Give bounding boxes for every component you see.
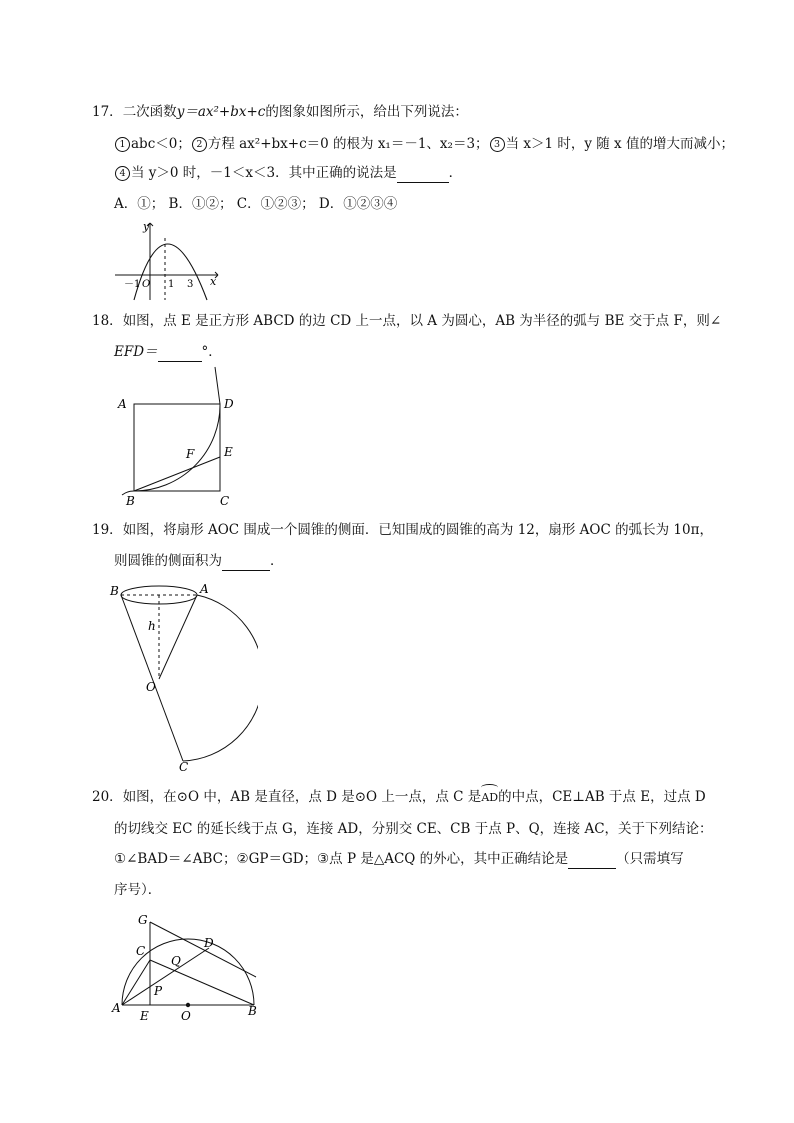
q20-text-2: 的切线交 EC 的延长线于点 G，连接 AD，分别交 CE、CB 于点 P、Q，连接 AC，关于下列结论： xyxy=(114,821,713,837)
circled-3-icon: 3 xyxy=(490,137,505,152)
q19-number: 19． xyxy=(92,522,123,538)
segment-be xyxy=(134,457,220,491)
q17-options xyxy=(114,195,397,213)
circled-1-icon: 1 xyxy=(115,137,130,152)
label-3: 3 xyxy=(187,279,194,290)
label-a: A xyxy=(200,582,209,596)
q17-line2 xyxy=(114,135,734,153)
arc-ad-symbol xyxy=(481,789,498,807)
q17-period: ． xyxy=(448,165,463,181)
option-b: B．①②； xyxy=(168,196,233,212)
q19-end: ． xyxy=(270,553,284,569)
q20-text-3b: （只需填写 xyxy=(616,851,684,867)
option-c: C．①②③； xyxy=(236,196,315,212)
square-figure xyxy=(112,365,247,510)
label-origin: O xyxy=(142,279,151,290)
q20-text-1b: 的中点，CE⊥AB 于点 E，过点 D xyxy=(498,789,706,805)
label-b: B xyxy=(110,584,119,598)
q19-text: 如图，将扇形 AOC 围成一个圆锥的侧面．已知围成的圆锥的高为 12，扇形 AOC 的弧长为 10π， xyxy=(122,522,713,538)
q19-text-2: 则圆锥的侧面积为 xyxy=(114,553,222,569)
q17-statement-3: 当 x＞1 时，y 随 x 值的增大而减小； xyxy=(505,136,734,152)
label-o: O xyxy=(181,1009,191,1023)
answer-blank xyxy=(222,552,270,571)
q17-stem-end: 的图象如图所示，给出下列说法： xyxy=(265,104,468,120)
label-f: F xyxy=(186,447,195,461)
sector-arc xyxy=(183,595,258,761)
q19-line2 xyxy=(114,552,284,571)
answer-blank xyxy=(568,850,616,869)
q18-line2 xyxy=(114,343,222,362)
tangent-gd xyxy=(150,922,256,977)
q20-text-4: 序号）． xyxy=(114,882,162,898)
segment-ao xyxy=(159,595,197,679)
label-a: A xyxy=(118,397,127,411)
q18-end: °． xyxy=(201,344,222,360)
label-b: B xyxy=(126,494,135,508)
q17-statement-2: 方程 ax²+bx+c＝0 的根为 x₁＝－1、x₂＝3； xyxy=(207,136,489,152)
q19-line1 xyxy=(92,521,713,539)
label-c: C xyxy=(136,944,146,958)
q18-number: 18． xyxy=(92,313,123,329)
parabola-curve xyxy=(134,244,207,300)
label-1: 1 xyxy=(168,279,175,290)
answer-blank xyxy=(158,343,202,362)
label-y: y xyxy=(143,220,150,233)
label-e: E xyxy=(140,1009,149,1023)
q20-text-1a: 如图，在⊙O 中，AB 是直径，点 D 是⊙O 上一点，点 C 是 xyxy=(122,789,482,805)
label-e: E xyxy=(224,445,233,459)
q17-line1 xyxy=(92,103,468,121)
label-c: C xyxy=(179,760,189,773)
q17-statement-4: 当 y＞0 时，－1＜x＜3．其中正确的说法是 xyxy=(131,165,397,181)
segment-cb xyxy=(150,960,254,1005)
q20-line3 xyxy=(114,850,684,869)
q18-angle: EFD＝ xyxy=(114,344,158,360)
label-x: x xyxy=(210,275,217,288)
label-b: B xyxy=(248,1004,257,1018)
q20-line4 xyxy=(114,881,161,899)
center-dot xyxy=(186,1003,190,1007)
cone-figure xyxy=(108,578,258,773)
q17-stem: 二次函数 xyxy=(122,104,177,120)
label-p: P xyxy=(154,984,163,998)
label-h: h xyxy=(148,619,156,633)
label-c: C xyxy=(220,494,230,508)
q20-text-3a: ①∠BAD＝∠ABC；②GP＝GD；③点 P 是△ACQ 的外心，其中正确结论是 xyxy=(114,851,569,867)
q18-text: 如图，点 E 是正方形 ABCD 的边 CD 上一点，以 A 为圆心，AB 为半径的弧与 BE 交于点 F，则∠ xyxy=(122,313,722,329)
label-q: Q xyxy=(171,954,181,968)
label-neg1: －1 xyxy=(124,279,141,290)
label-d: D xyxy=(224,397,234,411)
q17-statement-1: abc＜0； xyxy=(131,136,191,152)
arc-label: AD xyxy=(481,791,499,804)
q20-number: 20． xyxy=(92,789,123,805)
label-a: A xyxy=(112,1001,121,1015)
option-a: A．①； xyxy=(114,196,165,212)
q17-equation: y＝ax²+bx+c xyxy=(176,104,266,120)
circle-figure xyxy=(108,908,266,1023)
parabola-figure xyxy=(110,218,225,303)
q20-line2 xyxy=(114,820,713,838)
q17-line3 xyxy=(114,164,462,183)
arc xyxy=(134,367,220,491)
label-g: G xyxy=(138,913,148,927)
circled-2-icon: 2 xyxy=(192,137,207,152)
q17-number: 17． xyxy=(92,104,123,120)
q18-line1 xyxy=(92,312,721,330)
label-o: O xyxy=(146,680,156,694)
answer-blank xyxy=(397,164,449,183)
q20-line1 xyxy=(92,788,706,807)
option-d: D．①②③④ xyxy=(318,196,398,212)
square-abcd xyxy=(134,404,220,491)
circled-4-icon: 4 xyxy=(115,166,130,181)
label-d: D xyxy=(204,936,214,950)
